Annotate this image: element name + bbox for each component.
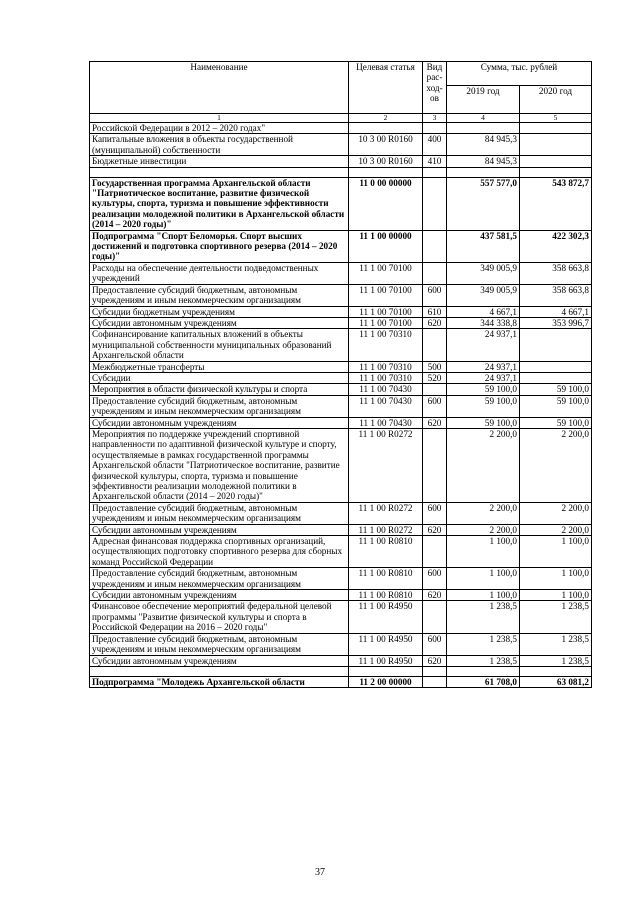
row-name: Предоставление субсидий бюджетным, автономным учреждениям и иным некоммерческим организациям xyxy=(90,633,349,655)
row-2020: 1 238,5 xyxy=(520,655,592,666)
row-2019: 1 100,0 xyxy=(447,536,520,568)
row-2019: 2 200,0 xyxy=(447,502,520,524)
row-2019: 1 238,5 xyxy=(447,633,520,655)
row-name: Субсидии автономным учреждениям xyxy=(90,317,349,328)
row-2020: 2 200,0 xyxy=(520,502,592,524)
row-2020: 1 100,0 xyxy=(520,568,592,590)
row-2019: 4 667,1 xyxy=(447,306,520,317)
table-row xyxy=(90,536,592,568)
row-name: Предоставление субсидий бюджетным, автономным учреждениям и иным некоммерческим организациям xyxy=(90,395,349,417)
row-2019 xyxy=(447,123,520,134)
row-2019: 59 100,0 xyxy=(447,417,520,428)
row-kind xyxy=(423,262,447,284)
row-2019: 59 100,0 xyxy=(447,395,520,417)
row-name: Субсидии автономным учреждениям xyxy=(90,655,349,666)
table-row xyxy=(90,568,592,590)
header-expense-type: Вид рас-ход-ов xyxy=(423,62,447,114)
budget-table xyxy=(89,61,592,688)
row-code: 11 1 00 70310 xyxy=(349,372,423,383)
spacer-row xyxy=(90,167,592,177)
row-2019: 1 100,0 xyxy=(447,590,520,601)
row-kind xyxy=(423,329,447,361)
row-name: Софинансирование капитальных вложений в объекты муниципальной собственности муниципальных образований Архангельской области xyxy=(90,329,349,361)
row-kind: 620 xyxy=(423,590,447,601)
row-kind xyxy=(423,536,447,568)
table-row xyxy=(90,502,592,524)
header-sum: Сумма, тыс. рублей xyxy=(447,62,592,86)
row-2020: 4 667,1 xyxy=(520,306,592,317)
row-2019: 24 937,1 xyxy=(447,372,520,383)
row-name: Расходы на обеспечение деятельности подведомственных учреждений xyxy=(90,262,349,284)
row-name: Субсидии xyxy=(90,372,349,383)
table-row xyxy=(90,417,592,428)
table-row xyxy=(90,230,592,262)
row-code: 11 1 00 R4950 xyxy=(349,655,423,666)
table-row xyxy=(90,601,592,633)
row-name: Подпрограмма "Молодежь Архангельской области xyxy=(90,676,349,687)
row-2019: 1 238,5 xyxy=(447,655,520,666)
row-kind: 520 xyxy=(423,372,447,383)
row-code: 11 1 00 R4950 xyxy=(349,633,423,655)
row-name: Российской Федерации в 2012 – 2020 годах" xyxy=(90,123,349,134)
column-number: 1 xyxy=(90,114,349,123)
row-2019: 557 577,0 xyxy=(447,177,520,230)
row-2020: 422 302,3 xyxy=(520,230,592,262)
table-row xyxy=(90,123,592,134)
row-kind xyxy=(423,123,447,134)
row-code: 10 3 00 R0160 xyxy=(349,156,423,167)
row-kind: 600 xyxy=(423,568,447,590)
row-name: Подпрограмма "Спорт Беломорья. Спорт высших достижений и подготовка спортивного резерва (2014 – 2020 годы)" xyxy=(90,230,349,262)
row-2020: 63 081,2 xyxy=(520,676,592,687)
row-code: 11 1 00 70100 xyxy=(349,306,423,317)
row-code: 11 1 00 R0810 xyxy=(349,568,423,590)
row-kind xyxy=(423,601,447,633)
row-code xyxy=(349,123,423,134)
row-kind: 620 xyxy=(423,317,447,328)
table-row xyxy=(90,306,592,317)
row-2019: 437 581,5 xyxy=(447,230,520,262)
row-2020: 358 663,8 xyxy=(520,262,592,284)
row-code: 11 1 00 70430 xyxy=(349,384,423,395)
table-row xyxy=(90,361,592,372)
column-number: 3 xyxy=(423,114,447,123)
row-code: 11 1 00 70100 xyxy=(349,284,423,306)
row-name: Субсидии бюджетным учреждениям xyxy=(90,306,349,317)
row-2019: 1 100,0 xyxy=(447,568,520,590)
row-name: Финансовое обеспечение мероприятий федеральной целевой программы "Развитие физической культуры и спорта в Российской Федерации на 2016 – 2020 годы" xyxy=(90,601,349,633)
row-code: 11 1 00 70310 xyxy=(349,329,423,361)
row-2020: 2 200,0 xyxy=(520,524,592,535)
table-row xyxy=(90,676,592,687)
row-2019: 349 005,9 xyxy=(447,262,520,284)
row-kind: 500 xyxy=(423,361,447,372)
row-name: Субсидии автономным учреждениям xyxy=(90,524,349,535)
row-kind: 600 xyxy=(423,502,447,524)
row-name: Бюджетные инвестиции xyxy=(90,156,349,167)
column-number: 4 xyxy=(447,114,520,123)
row-code: 11 1 00 70100 xyxy=(349,317,423,328)
row-2020 xyxy=(520,123,592,134)
row-name: Межбюджетные трансферты xyxy=(90,361,349,372)
row-code: 11 1 00 R0810 xyxy=(349,590,423,601)
table-row xyxy=(90,372,592,383)
row-2020 xyxy=(520,361,592,372)
row-2020 xyxy=(520,134,592,156)
table-row xyxy=(90,134,592,156)
row-name: Адресная финансовая поддержка спортивных организаций, осуществляющих подготовку спортивного резерва для сборных команд Российской Федерации xyxy=(90,536,349,568)
row-code: 11 1 00 R0272 xyxy=(349,524,423,535)
row-name: Капитальные вложения в объекты государственной (муниципальной) собственности xyxy=(90,134,349,156)
table-row xyxy=(90,329,592,361)
row-2020: 358 663,8 xyxy=(520,284,592,306)
row-2019: 1 238,5 xyxy=(447,601,520,633)
row-2019: 349 005,9 xyxy=(447,284,520,306)
row-kind: 620 xyxy=(423,417,447,428)
row-kind xyxy=(423,177,447,230)
header-year-2020: 2020 год xyxy=(520,86,592,114)
row-kind: 600 xyxy=(423,633,447,655)
row-code: 11 0 00 00000 xyxy=(349,177,423,230)
row-code: 11 1 00 R4950 xyxy=(349,601,423,633)
row-2019: 2 200,0 xyxy=(447,524,520,535)
table-row xyxy=(90,655,592,666)
table-row xyxy=(90,156,592,167)
spacer-row xyxy=(90,666,592,676)
row-kind xyxy=(423,428,447,502)
row-2020: 59 100,0 xyxy=(520,395,592,417)
row-code: 11 1 00 70100 xyxy=(349,262,423,284)
page-number: 37 xyxy=(315,867,325,878)
table-row xyxy=(90,262,592,284)
row-kind xyxy=(423,384,447,395)
row-kind: 600 xyxy=(423,395,447,417)
row-name: Субсидии автономным учреждениям xyxy=(90,417,349,428)
table-row xyxy=(90,177,592,230)
row-code: 11 1 00 00000 xyxy=(349,230,423,262)
row-2020 xyxy=(520,372,592,383)
row-2019: 61 708,0 xyxy=(447,676,520,687)
row-2020 xyxy=(520,156,592,167)
row-code: 11 1 00 R0810 xyxy=(349,536,423,568)
row-name: Предоставление субсидий бюджетным, автономным учреждениям и иным некоммерческим организациям xyxy=(90,568,349,590)
row-code: 11 2 00 00000 xyxy=(349,676,423,687)
table-row xyxy=(90,633,592,655)
row-kind: 400 xyxy=(423,134,447,156)
table-row xyxy=(90,395,592,417)
row-2020: 543 872,7 xyxy=(520,177,592,230)
table-row xyxy=(90,590,592,601)
row-kind: 410 xyxy=(423,156,447,167)
row-name: Предоставление субсидий бюджетным, автономным учреждениям и иным некоммерческим организациям xyxy=(90,284,349,306)
row-name: Субсидии автономным учреждениям xyxy=(90,590,349,601)
row-2020: 2 200,0 xyxy=(520,428,592,502)
row-2019: 84 945,3 xyxy=(447,134,520,156)
row-name: Предоставление субсидий бюджетным, автономным учреждениям и иным некоммерческим организациям xyxy=(90,502,349,524)
row-2020 xyxy=(520,329,592,361)
header-year-2019: 2019 год xyxy=(447,86,520,114)
row-2019: 84 945,3 xyxy=(447,156,520,167)
row-2020: 1 238,5 xyxy=(520,601,592,633)
row-2020: 353 996,7 xyxy=(520,317,592,328)
row-2020: 1 100,0 xyxy=(520,590,592,601)
row-kind xyxy=(423,676,447,687)
row-name: Мероприятия по поддержке учреждений спортивной направленности по адаптивной физической культуре и спорту, осуществляемые в рамках государственной программы Архангельской области "Патриотическое воспитание, развитие физической культуры, спорта, туризма и повышение эффективности реализации молодежной политики в Архангельской области (2014 – 2020 годы)" xyxy=(90,428,349,502)
row-code: 11 1 00 70430 xyxy=(349,417,423,428)
row-2020: 59 100,0 xyxy=(520,417,592,428)
row-2019: 59 100,0 xyxy=(447,384,520,395)
row-2020: 1 100,0 xyxy=(520,536,592,568)
row-code: 11 1 00 70430 xyxy=(349,395,423,417)
column-number: 2 xyxy=(349,114,423,123)
row-name: Мероприятия в области физической культуры и спорта xyxy=(90,384,349,395)
row-code: 11 1 00 R0272 xyxy=(349,502,423,524)
table-row xyxy=(90,524,592,535)
row-2019: 24 937,1 xyxy=(447,361,520,372)
row-code: 11 1 00 R0272 xyxy=(349,428,423,502)
table-row xyxy=(90,428,592,502)
row-kind: 620 xyxy=(423,655,447,666)
row-2020: 1 238,5 xyxy=(520,633,592,655)
row-code: 11 1 00 70310 xyxy=(349,361,423,372)
header-target: Целевая статья xyxy=(349,62,423,114)
row-kind: 620 xyxy=(423,524,447,535)
row-2020: 59 100,0 xyxy=(520,384,592,395)
column-number: 5 xyxy=(520,114,592,123)
table-row xyxy=(90,384,592,395)
table-row xyxy=(90,317,592,328)
row-2019: 2 200,0 xyxy=(447,428,520,502)
row-2019: 24 937,1 xyxy=(447,329,520,361)
header-name: Наименование xyxy=(90,62,349,114)
row-kind xyxy=(423,230,447,262)
row-2019: 344 338,8 xyxy=(447,317,520,328)
row-kind: 610 xyxy=(423,306,447,317)
row-kind: 600 xyxy=(423,284,447,306)
row-name: Государственная программа Архангельской области "Патриотическое воспитание, развитие физической культуры, спорта, туризма и повышение эффективности реализации молодежной политики в Архангельской области (2014 – 2020 годы)" xyxy=(90,177,349,230)
table-row xyxy=(90,284,592,306)
row-code: 10 3 00 R0160 xyxy=(349,134,423,156)
